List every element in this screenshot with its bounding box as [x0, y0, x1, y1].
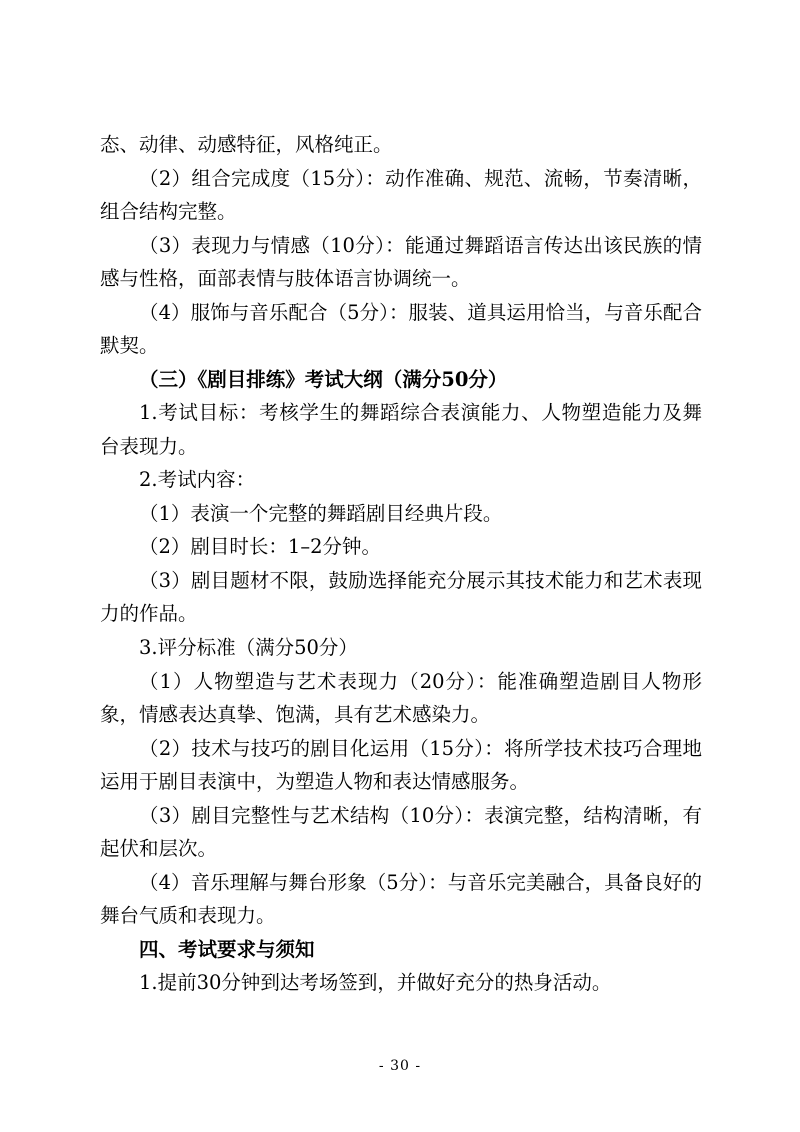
paragraph: （4）服饰与音乐配合（5分）：服装、道具运用恰当，与音乐配合默契。 [100, 300, 702, 358]
paragraph: 1.考试目标：考核学生的舞蹈综合表演能力、人物塑造能力及舞台表现力。 [100, 401, 702, 458]
section-heading: 四、考试要求与须知 [139, 937, 315, 961]
paragraph: 2.考试内容： [139, 468, 256, 492]
paragraph: （4）音乐理解与舞台形象（5分）：与音乐完美融合，具备良好的舞台气质和表现力。 [100, 870, 702, 928]
paragraph: （2）技术与技巧的剧目化运用（15分）：将所学技术技巧合理地运用于剧目表演中，为塑造人物和表达情感服务。 [100, 736, 702, 794]
paragraph: 3.评分标准（满分50分） [139, 635, 358, 659]
page-number: - 30 - [378, 1058, 422, 1074]
subsection-heading: （三）《剧目排练》考试大纲（满分50分） [139, 367, 508, 391]
paragraph: （1）表演一个完整的舞蹈剧目经典片段。 [139, 501, 503, 525]
paragraph: 1.提前30分钟到达考场签到，并做好充分的热身活动。 [139, 971, 612, 995]
paragraph: （2）组合完成度（15分）：动作准确、规范、流畅，节奏清晰，组合结构完整。 [100, 166, 702, 224]
paragraph: （3）剧目完整性与艺术结构（10分）：表演完整，结构清晰，有起伏和层次。 [100, 803, 702, 861]
paragraph: （3）剧目题材不限，鼓励选择能充分展示其技术能力和艺术表现力的作品。 [100, 568, 702, 626]
paragraph: （3）表现力与情感（10分）：能通过舞蹈语言传达出该民族的情感与性格，面部表情与肢体语言协调统一。 [100, 233, 702, 291]
paragraph: （1）人物塑造与艺术表现力（20分）：能准确塑造剧目人物形象，情感表达真挚、饱满，具有艺术感染力。 [100, 669, 702, 727]
document-body [100, 128, 702, 1000]
paragraph: 态、动律、动感特征，风格纯正。 [100, 133, 393, 156]
paragraph: （2）剧目时长：1–2分钟。 [139, 535, 381, 559]
